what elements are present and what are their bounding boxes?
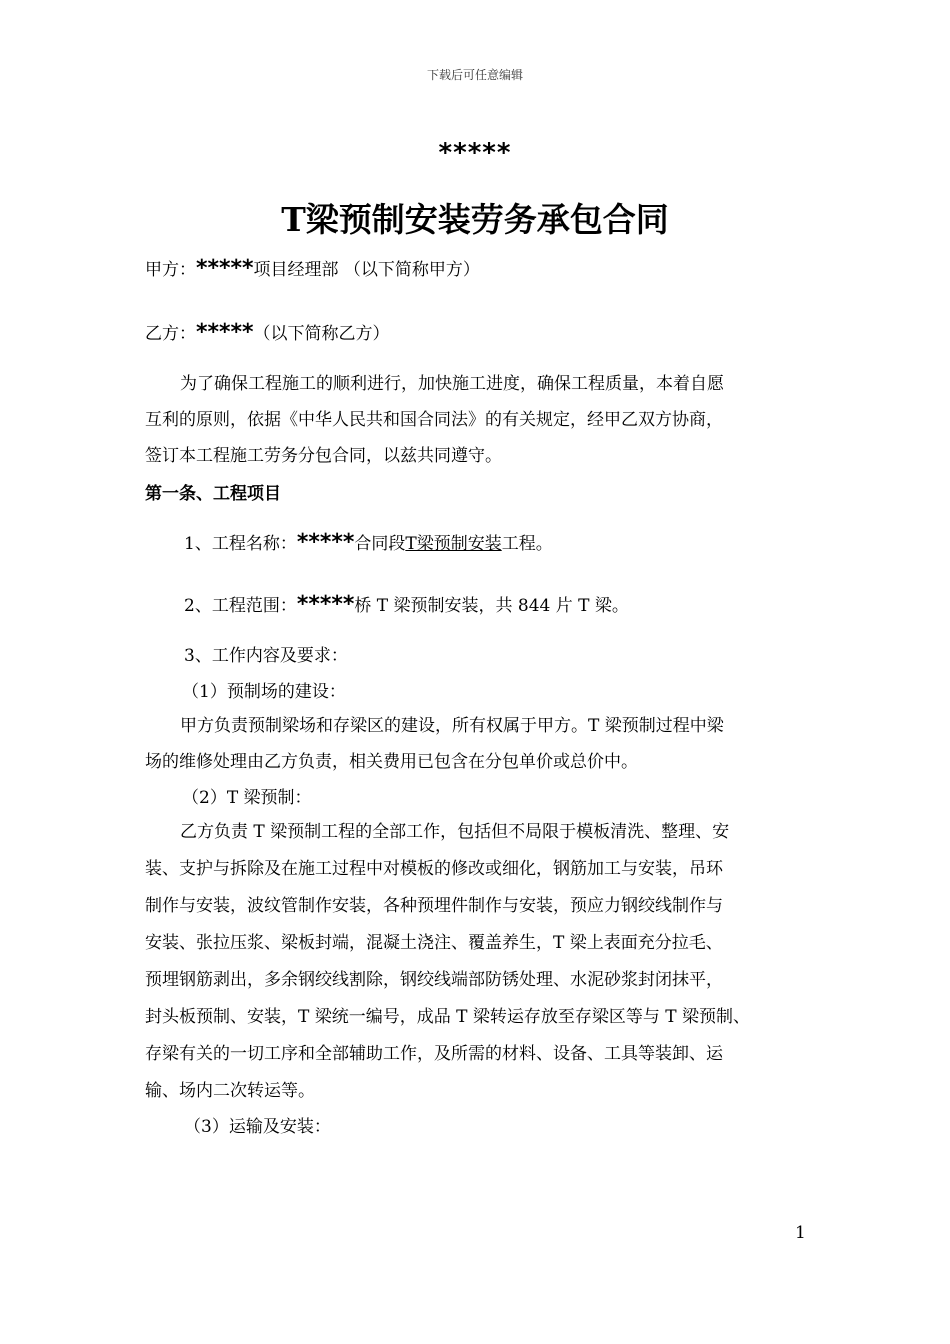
item-2-rest: 桥 T 梁预制安装，共 844 片 T 梁。 <box>354 596 629 616</box>
sub-2-line: 装、支护与拆除及在施工过程中对模板的修改或细化，钢筋加工与安装，吊环 <box>145 859 723 879</box>
party-b-name: （以下简称乙方） <box>253 324 390 344</box>
item-1-project-name <box>184 532 553 555</box>
sub-1-title: （1）预制场的建设： <box>182 682 346 702</box>
item-2-project-scope <box>184 594 629 617</box>
sub-2-line: 制作与安装，波纹管制作安装，各种预埋件制作与安装，预应力钢绞线制作与 <box>145 896 723 916</box>
sub-3-title: （3）运输及安装： <box>184 1117 331 1137</box>
item-1-mid: 合同段 <box>354 534 406 554</box>
sub-2-line: 输、场内二次转运等。 <box>145 1081 315 1101</box>
sub-1-line-2: 场的维修处理由乙方负责，相关费用已包含在分包单价或总价中。 <box>145 752 638 772</box>
intro-line-1: 为了确保工程施工的顺利进行，加快施工进度，确保工程质量，本着自愿 <box>180 374 724 394</box>
party-b-line <box>145 322 390 345</box>
sub-2-line: 封头板预制、安装，T 梁统一编号，成品 T 梁转运存放至存梁区等与 T 梁预制、 <box>145 1007 751 1027</box>
party-a-stars: ***** <box>196 256 254 281</box>
item-1-end: 工程。 <box>501 534 553 554</box>
party-a-label: 甲方： <box>145 260 196 280</box>
party-b-label: 乙方： <box>145 324 196 344</box>
item-2-stars: ***** <box>296 592 355 617</box>
intro-line-3: 签订本工程施工劳务分包合同，以兹共同遵守。 <box>145 446 502 466</box>
party-b-stars: ***** <box>196 320 254 345</box>
party-a-name: 项目经理部 （以下简称甲方） <box>253 260 480 280</box>
page-header-note: 下载后可任意编辑 <box>426 68 523 82</box>
item-3-heading: 3、工作内容及要求： <box>184 646 348 666</box>
sub-2-line: 存梁有关的一切工序和全部辅助工作，及所需的材料、设备、工具等装卸、运 <box>145 1044 723 1064</box>
item-1-label: 1、工程名称： <box>184 534 297 554</box>
party-a-line <box>145 258 480 281</box>
title-stars: ***** <box>438 138 512 168</box>
document-title: T梁预制安装劳务承包合同 <box>281 200 669 239</box>
intro-line-2: 互利的原则，依据《中华人民共和国合同法》的有关规定，经甲乙双方协商， <box>145 410 723 430</box>
page-number: 1 <box>795 1223 806 1243</box>
sub-2-line: 安装、张拉压浆、梁板封端，混凝土浇注、覆盖养生，T 梁上表面充分拉毛、 <box>145 933 723 953</box>
article-1-heading: 第一条、工程项目 <box>145 484 281 504</box>
sub-1-line-1: 甲方负责预制梁场和存梁区的建设，所有权属于甲方。T 梁预制过程中梁 <box>180 716 724 736</box>
item-2-label: 2、工程范围： <box>184 596 297 616</box>
item-1-underlined: T梁预制安装 <box>405 534 502 554</box>
sub-2-title: （2）T 梁预制： <box>182 788 312 808</box>
sub-2-line: 乙方负责 T 梁预制工程的全部工作，包括但不局限于模板清洗、整理、安 <box>180 822 730 842</box>
item-1-stars: ***** <box>296 530 355 555</box>
sub-2-line: 预埋钢筋剥出，多余钢绞线割除，钢绞线端部防锈处理、水泥砂浆封闭抹平， <box>145 970 723 990</box>
